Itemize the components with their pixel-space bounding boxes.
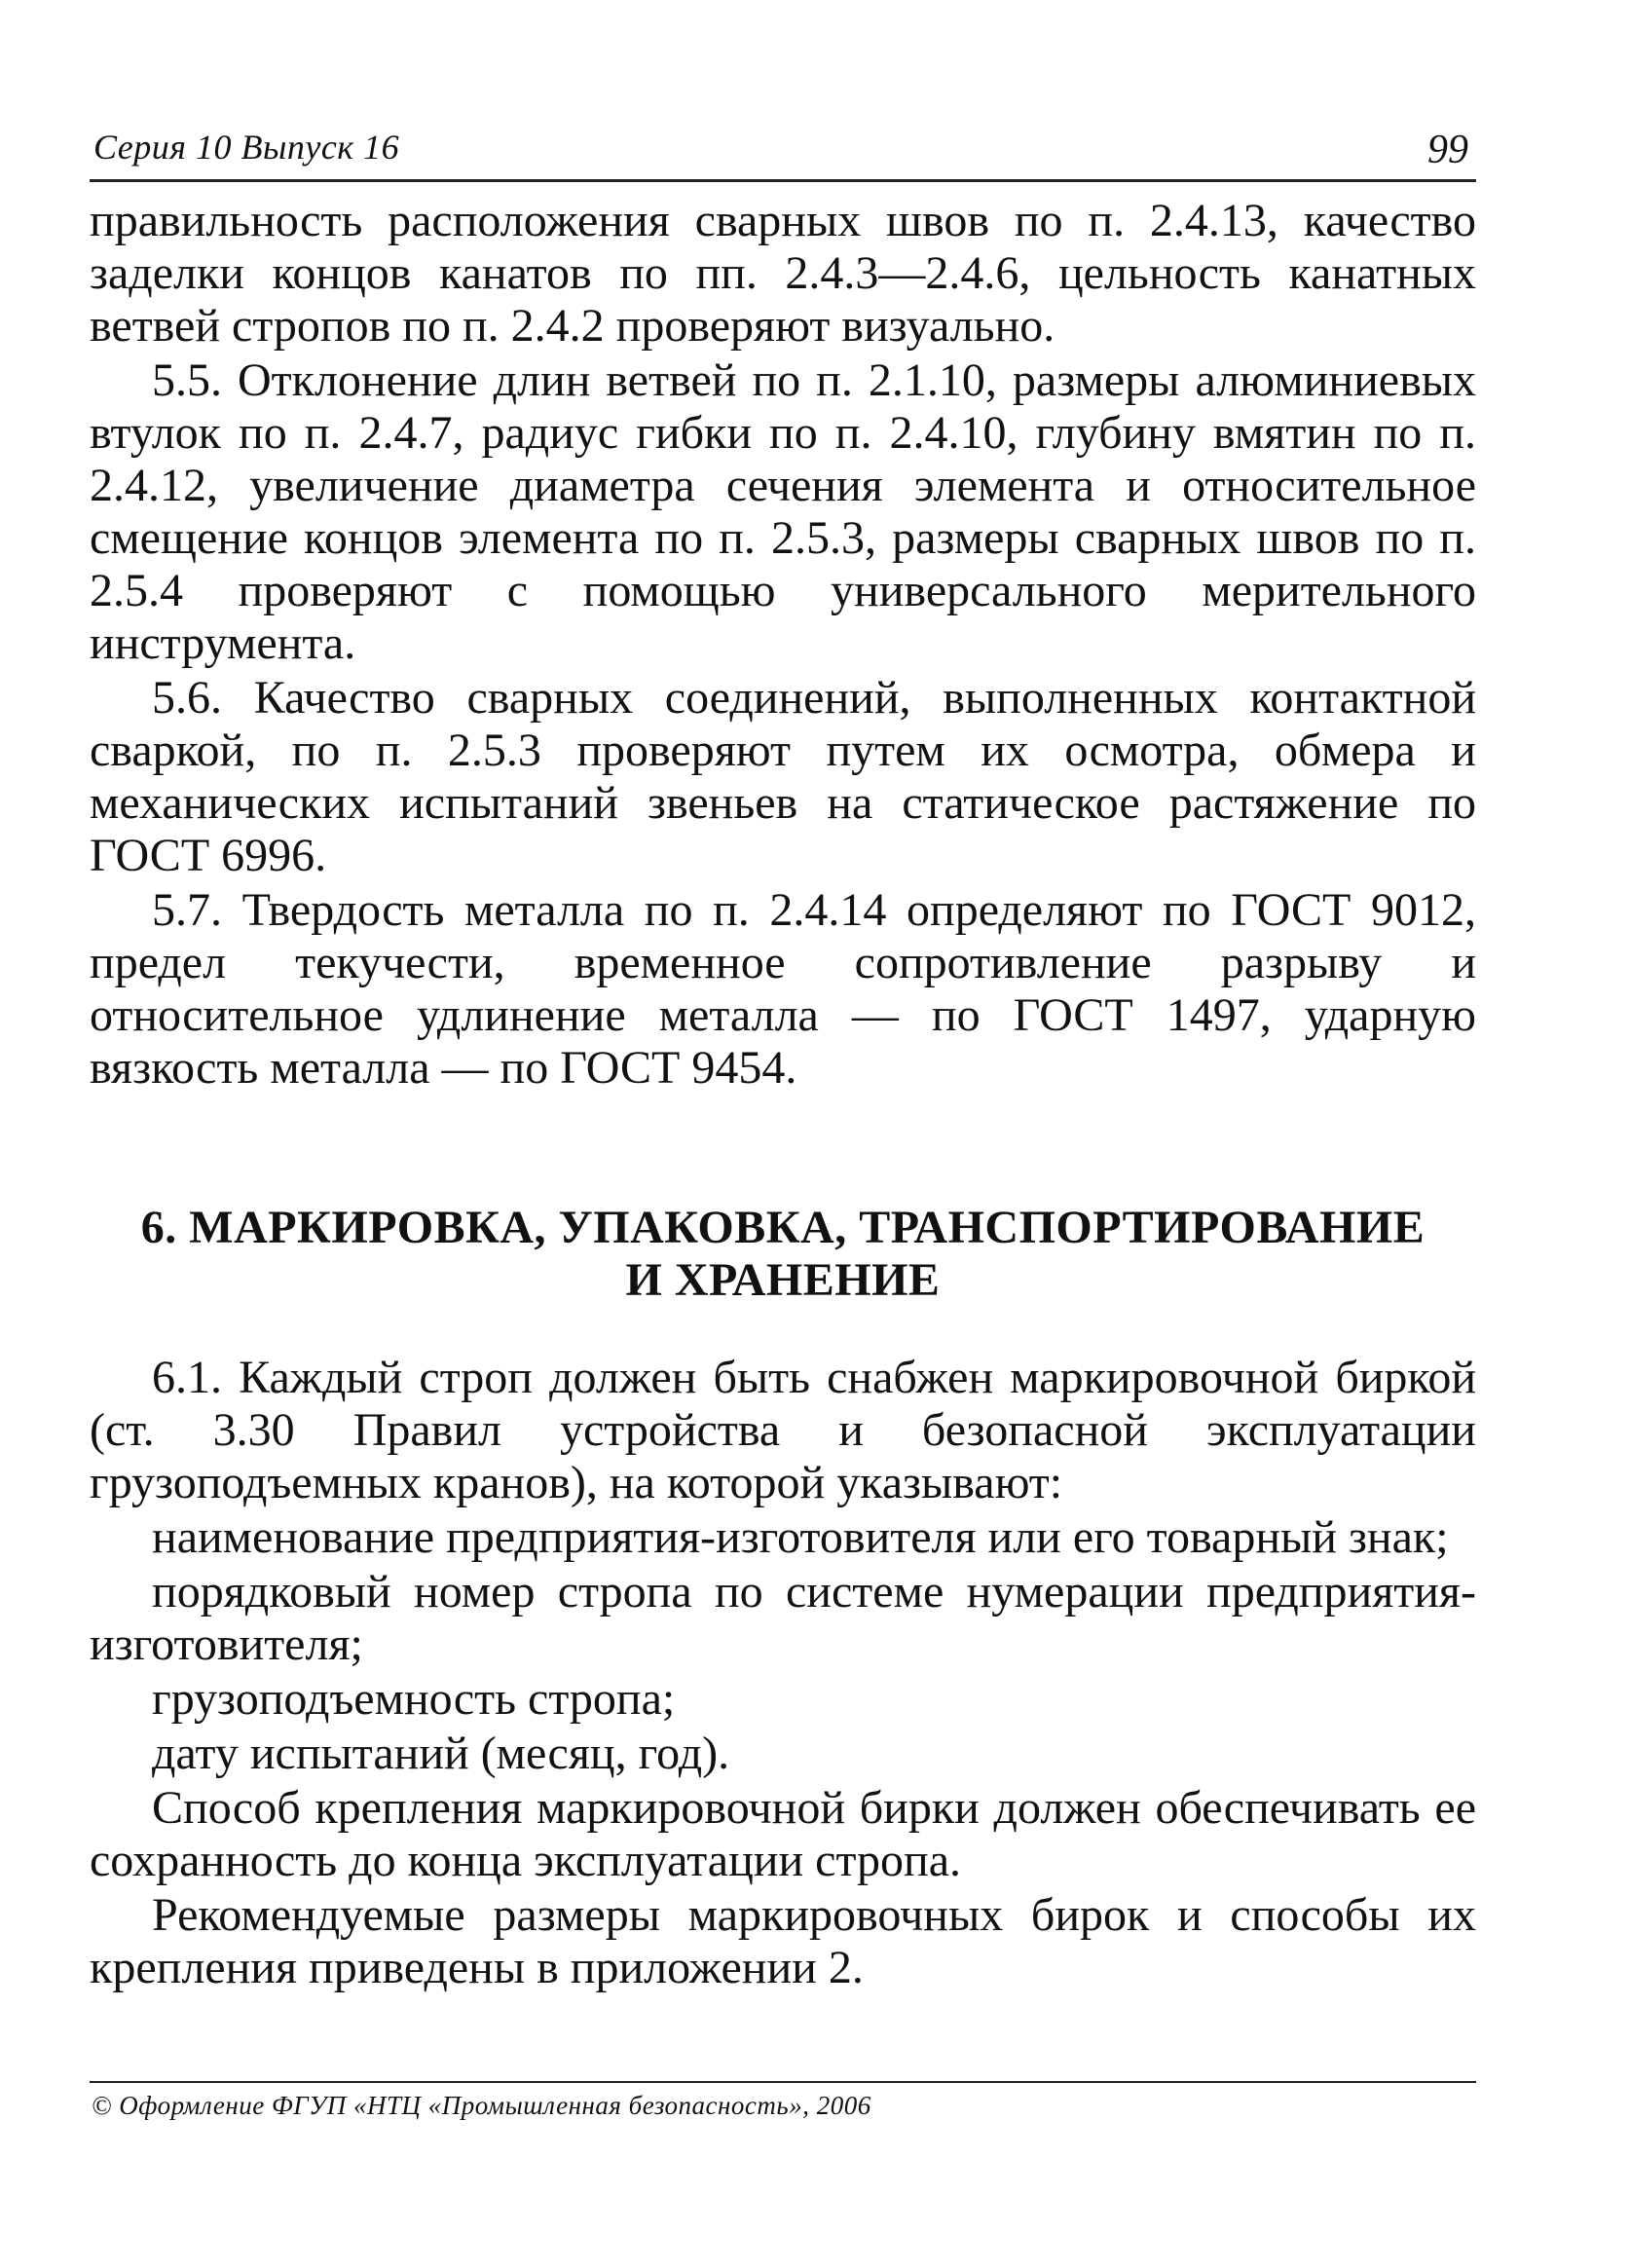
list-item-manufacturer: наименование предприятия-изготовителя или его товарный знак;	[152, 1511, 1449, 1563]
section-heading-line1: 6. МАРКИРОВКА, УПАКОВКА, ТРАНСПОРТИРОВАНИЕ	[140, 1202, 1425, 1253]
paragraph-6-1: 6.1. Каждый строп должен быть снабжен маркировочной биркой (ст. 3.30 Правил устройства и безопасной эксплуатации грузоподъемных кранов), на которой указывают:	[90, 1352, 1476, 1508]
paragraph-recommendation: Рекомендуемые размеры маркировочных бирок и способы их крепления приведены в приложении 2.	[90, 1889, 1476, 1993]
paragraph-5-6: 5.6. Качество сварных соединений, выполненных контактной сваркой, по п. 2.5.3 проверяют путем их осмотра, обмера и механических испытаний звеньев на статическое растяжение по ГОСТ 6996.	[90, 672, 1476, 881]
list-item-load-capacity: грузоподъемность стропа;	[152, 1673, 676, 1725]
series-label: Серия 10 Выпуск 16	[93, 128, 400, 167]
paragraph-continuation: правильность расположения сварных швов по п. 2.4.13, качество заделки концов канатов по пп. 2.4.3—2.4.6, цельность канатных ветвей стропов по п. 2.4.2 проверяют визуально.	[90, 195, 1476, 352]
page-body	[90, 195, 1476, 1996]
paragraph-tag-fastening: Способ крепления маркировочной бирки должен обеспечивать ее сохранность до конца эксплуатации стропа.	[90, 1782, 1476, 1886]
section-heading	[90, 1202, 1476, 1307]
section-heading-line2: И ХРАНЕНИЕ	[625, 1254, 941, 1306]
paragraph-5-5: 5.5. Отклонение длин ветвей по п. 2.1.10, размеры алюминиевых втулок по п. 2.4.7, радиус гибки по п. 2.4.10, глубину вмятин по п. 2.4.12, увеличение диаметра сечения элемента и относительное смещение концов элемента по п. 2.5.3, размеры сварных швов по п. 2.5.4 проверяют с помощью универсального мерительного инструмента.	[90, 354, 1476, 669]
page-number: 99	[1427, 128, 1468, 172]
list-item-test-date: дату испытаний (месяц, год).	[152, 1728, 730, 1779]
paragraph-5-7: 5.7. Твердость металла по п. 2.4.14 определяют по ГОСТ 9012, предел текучести, временное сопротивление разрыву и относительное удлинение металла — по ГОСТ 1497, ударную вязкость металла — по ГОСТ 9454.	[90, 884, 1476, 1094]
list-item-serial-number: порядковый номер стропа по системе нумерации предприятия-изготовителя;	[90, 1566, 1476, 1670]
footer-divider	[90, 2081, 1476, 2083]
page-header	[90, 121, 1476, 182]
footer-copyright: © Оформление ФГУП «НТЦ «Промышленная безопасность», 2006	[92, 2091, 871, 2120]
